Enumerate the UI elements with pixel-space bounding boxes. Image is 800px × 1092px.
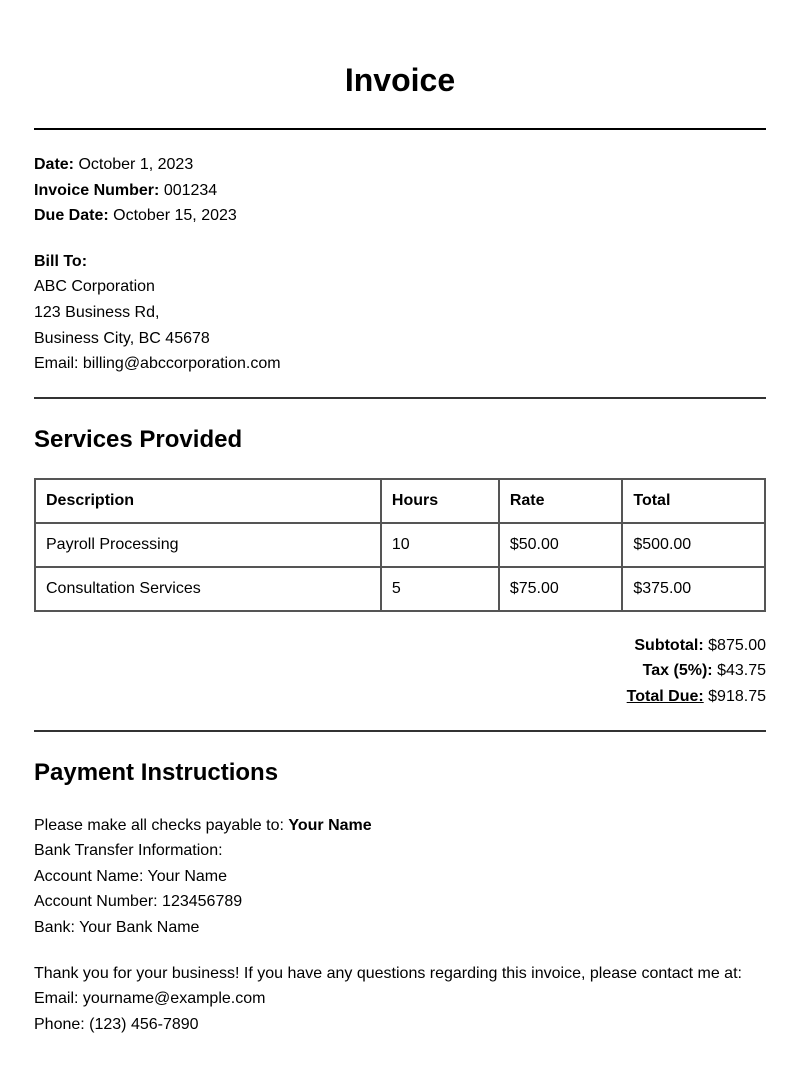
services-table: [34, 478, 766, 612]
due-date-label: Due Date:: [34, 207, 109, 225]
invoice-number-label: Invoice Number:: [34, 181, 160, 199]
section-divider-payment: [34, 730, 766, 732]
bill-to-company: ABC Corporation: [34, 278, 155, 296]
cell-total: $375.00: [622, 567, 765, 611]
account-name: Account Name: Your Name: [34, 867, 227, 885]
cell-description: Consultation Services: [35, 567, 381, 611]
subtotal-value: $875.00: [708, 636, 766, 654]
due-date-value: October 15, 2023: [113, 207, 237, 225]
date-line: [34, 152, 766, 178]
column-header-total: Total: [622, 479, 765, 523]
date-label: Date:: [34, 156, 75, 173]
bill-to-address-line1: 123 Business Rd,: [34, 303, 160, 321]
page-title: Invoice: [344, 62, 456, 98]
account-number: Account Number: 123456789: [34, 893, 243, 911]
column-header-hours: Hours: [381, 479, 499, 523]
table-row: [35, 567, 765, 611]
payment-heading: Payment Instructions: [34, 758, 279, 786]
bill-to-address-line2: Business City, BC 45678: [34, 329, 210, 347]
bill-to-label: Bill To:: [34, 252, 88, 270]
services-heading: Services Provided: [34, 425, 243, 453]
bank-name: Bank: Your Bank Name: [34, 918, 200, 936]
bill-to-block: [34, 249, 766, 377]
section-divider-services: [34, 397, 766, 399]
payable-name: Your Name: [288, 816, 372, 834]
total-due-line: [34, 684, 766, 710]
cell-hours: 5: [381, 567, 499, 611]
bank-transfer-label: Bank Transfer Information:: [34, 842, 223, 860]
column-header-description: Description: [35, 479, 381, 523]
table-header-row: [35, 479, 765, 523]
subtotal-line: [34, 633, 766, 659]
invoice-number-value: 001234: [163, 181, 218, 199]
payable-line: [34, 813, 766, 839]
thanks-message: Thank you for your business! If you have any questions regarding this invoice, please contact me at:: [34, 964, 742, 982]
invoice-meta: [34, 152, 766, 229]
contact-email: Email: yourname@example.com: [34, 990, 266, 1008]
column-header-rate: Rate: [499, 479, 623, 523]
table-row: [35, 523, 765, 567]
cell-total: $500.00: [622, 523, 765, 567]
date-value: October 1, 2023: [78, 156, 194, 173]
contact-footer: [34, 961, 766, 1038]
cell-description: Payroll Processing: [35, 523, 381, 567]
payable-text: Please make all checks payable to:: [34, 816, 289, 834]
tax-value: $43.75: [717, 662, 766, 680]
total-due-value: $918.75: [708, 687, 766, 705]
header-divider: [34, 128, 766, 130]
totals-block: [34, 633, 766, 710]
invoice-number-line: [34, 178, 766, 204]
cell-hours: 10: [381, 523, 499, 567]
contact-phone: Phone: (123) 456-7890: [34, 1015, 199, 1033]
payment-instructions: [34, 813, 766, 941]
bill-to-email: Email: billing@abccorporation.com: [34, 355, 281, 373]
subtotal-label: Subtotal:: [634, 636, 704, 654]
total-due-label: Total Due:: [626, 687, 704, 705]
due-date-line: [34, 203, 766, 229]
tax-line: [34, 658, 766, 684]
cell-rate: $50.00: [499, 523, 623, 567]
cell-rate: $75.00: [499, 567, 623, 611]
tax-label: Tax (5%):: [642, 662, 713, 680]
